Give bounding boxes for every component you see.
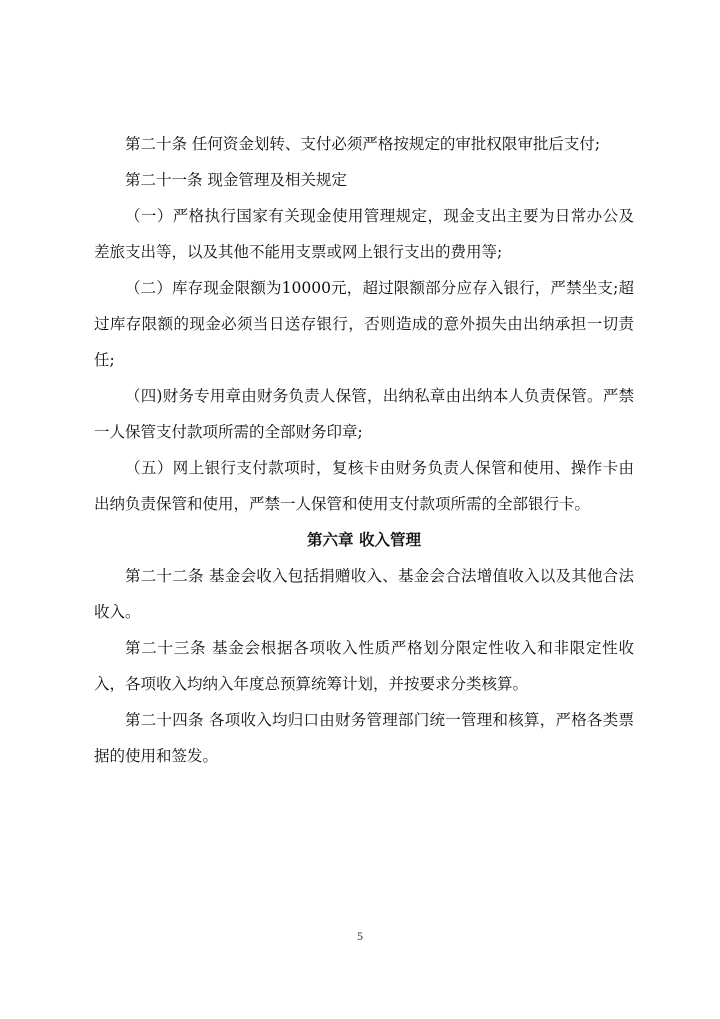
clause-5-paragraph: （五）网上银行支付款项时，复核卡由财务负责人保管和使用、操作卡由出纳负责保管和使用，严禁一人保管和使用支付款项所需的全部银行卡。 xyxy=(94,459,634,513)
article-21-heading: 第二十一条 现金管理及相关规定 xyxy=(125,171,347,189)
clause-4-paragraph: （四)财务专用章由财务负责人保管，出纳私章由出纳本人负责保管。严禁一人保管支付款项所需的全部财务印章; xyxy=(94,387,634,441)
article-20-paragraph: 第二十条 任何资金划转、支付必须严格按规定的审批权限审批后支付; xyxy=(125,135,601,153)
page-number: 5 xyxy=(357,929,363,943)
clause-1-paragraph: （一）严格执行国家有关现金使用管理规定，现金支出主要为日常办公及差旅支出等，以及其他不能用支票或网上银行支出的费用等; xyxy=(94,207,634,261)
document-body xyxy=(94,126,634,774)
clause-2-paragraph: （二）库存现金限额为10000元，超过限额部分应存入银行，严禁坐支;超过库存限额的现金必须当日送存银行，否则造成的意外损失由出纳承担一切责任; xyxy=(94,279,634,369)
article-22-paragraph: 第二十二条 基金会收入包括捐赠收入、基金会合法增值收入以及其他合法收入。 xyxy=(94,567,634,621)
article-23-paragraph: 第二十三条 基金会根据各项收入性质严格划分限定性收入和非限定性收入，各项收入均纳入年度总预算统筹计划，并按要求分类核算。 xyxy=(94,639,634,693)
article-24-paragraph: 第二十四条 各项收入均归口由财务管理部门统一管理和核算，严格各类票据的使用和签发。 xyxy=(94,711,634,765)
chapter-title: 第六章 收入管理 xyxy=(307,531,421,549)
